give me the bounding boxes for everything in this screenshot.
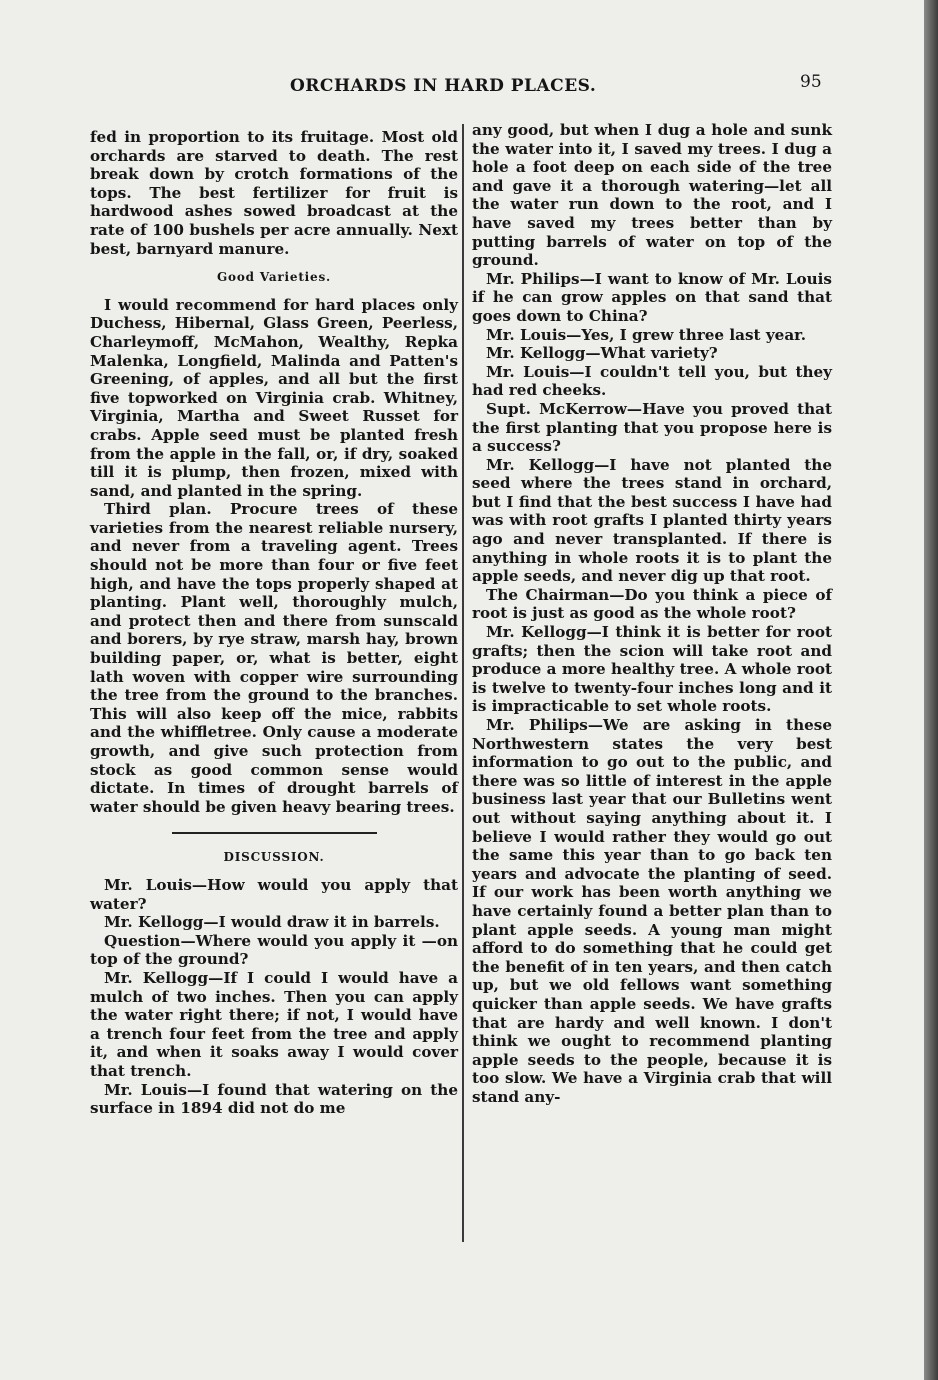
discussion-line: Supt. McKerrow—Have you proved that the first planting that you propose here is a success? [472, 399, 832, 456]
discussion-line: Mr. Kellogg—I have not planted the seed where the trees stand in orchard, but I find that the best success I have had was with root grafts I planted thirty years ago and never transplanted. If there is anything in whole roots it is to plant the apple seeds, and never dig up that root. [472, 455, 832, 586]
discussion-line: any good, but when I dug a hole and sunk the water into it, I saved my trees. I dug a hole a foot deep on each side of the tree and gave it a thorough watering—let all the water run down to the root, and I have saved my trees better than by putting barrels of water on top of the ground. [472, 121, 832, 270]
discussion-line: Mr. Louis—I couldn't tell you, but they had red cheeks. [472, 362, 832, 400]
discussion-line: Question—Where would you apply it —on top of the ground? [90, 931, 458, 969]
heading-discussion: DISCUSSION. [223, 850, 325, 865]
running-head: ORCHARDS IN HARD PLACES. [290, 76, 597, 96]
column-rule [462, 124, 464, 1242]
paragraph-fertilizer: fed in proportion to its fruitage. Most old orchards are starved to death. The rest break down by crotch formations of the tops. The best fertilizer for fruit is hardwood ashes sowed broadcast at the rate of 100 bushels per acre annually. Next best, barnyard manure. [90, 128, 458, 258]
page-number: 95 [800, 72, 822, 92]
discussion-line: The Chairman—Do you think a piece of root is just as good as the whole root? [472, 585, 832, 623]
discussion-line: Mr. Philips—I want to know of Mr. Louis if he can grow apples on that sand that goes down to China? [472, 269, 832, 325]
section-divider [172, 832, 377, 834]
discussion-line: Mr. Louis—I found that watering on the surface in 1894 did not do me [90, 1080, 458, 1118]
book-spine-edge [924, 0, 938, 1380]
discussion-line: Mr. Louis—How would you apply that water? [90, 875, 458, 913]
paragraph-varieties: I would recommend for hard places only Duchess, Hibernal, Glass Green, Peerless, Charleymoff, McMahon, Wealthy, Repka Malenka, Longfield, Malinda and Patten's Greening, of apples, and all but the first five topworked on Virginia crab. Whitney, Virginia, Martha and Sweet Russet for crabs. Apple seed must be planted fresh from the apple in the fall, or, if dry, soaked till it is plump, then frozen, mixed with sand, and planted in the spring. [90, 295, 458, 500]
discussion-line: Mr. Louis—Yes, I grew three last year. [486, 325, 807, 344]
right-column [472, 121, 832, 1106]
left-column [90, 128, 458, 1118]
discussion-line: Mr. Philips—We are asking in these Northwestern states the very best information to go out to the public, and there was so little of interest in the apple business last year that our Bulletins went out without saying anything about it. I believe I would rather they would go out the same this year than to go back ten years and advocate the planting of seed. If our work has been worth anything we have certainly found a better plan than to plant apple seeds. A young man might afford to do something that he could get the benefit of in ten years, and then catch up, but we old fellows want something quicker than apple seeds. We have grafts that are hardy and well known. I don't think we ought to recommend planting apple seeds to the people, because it is too slow. We have a Virginia crab that will stand any- [472, 716, 832, 1106]
discussion-line: Mr. Kellogg—If I could I would have a mulch of two inches. Then you can apply the water right there; if not, I would have a trench four feet from the tree and apply it, and when it soaks away I would cover that trench. [90, 968, 458, 1080]
discussion-line: Mr. Kellogg—What variety? [486, 344, 718, 363]
discussion-line: Mr. Kellogg—I would draw it in barrels. [104, 913, 440, 932]
paragraph-third-plan: Third plan. Procure trees of these varieties from the nearest reliable nursery, and never from a traveling agent. Trees should not be more than four or five feet high, and have the tops properly shaped at planting. Plant well, thoroughly mulch, and protect then and there from sunscald and borers, by rye straw, marsh hay, brown building paper, or, what is better, eight lath woven with copper wire surrounding the tree from the ground to the branches. This will also keep off the mice, rabbits and the whiffletree. Only cause a moderate growth, and give such protection from stock as good common sense would dictate. In times of drought barrels of water should be given heavy bearing trees. [90, 500, 458, 816]
heading-good-varieties: Good Varieties. [217, 270, 331, 285]
discussion-line: Mr. Kellogg—I think it is better for root grafts; then the scion will take root and produce a more healthy tree. A whole root is twelve to twenty-four inches long and it is impracticable to set whole roots. [472, 623, 832, 716]
